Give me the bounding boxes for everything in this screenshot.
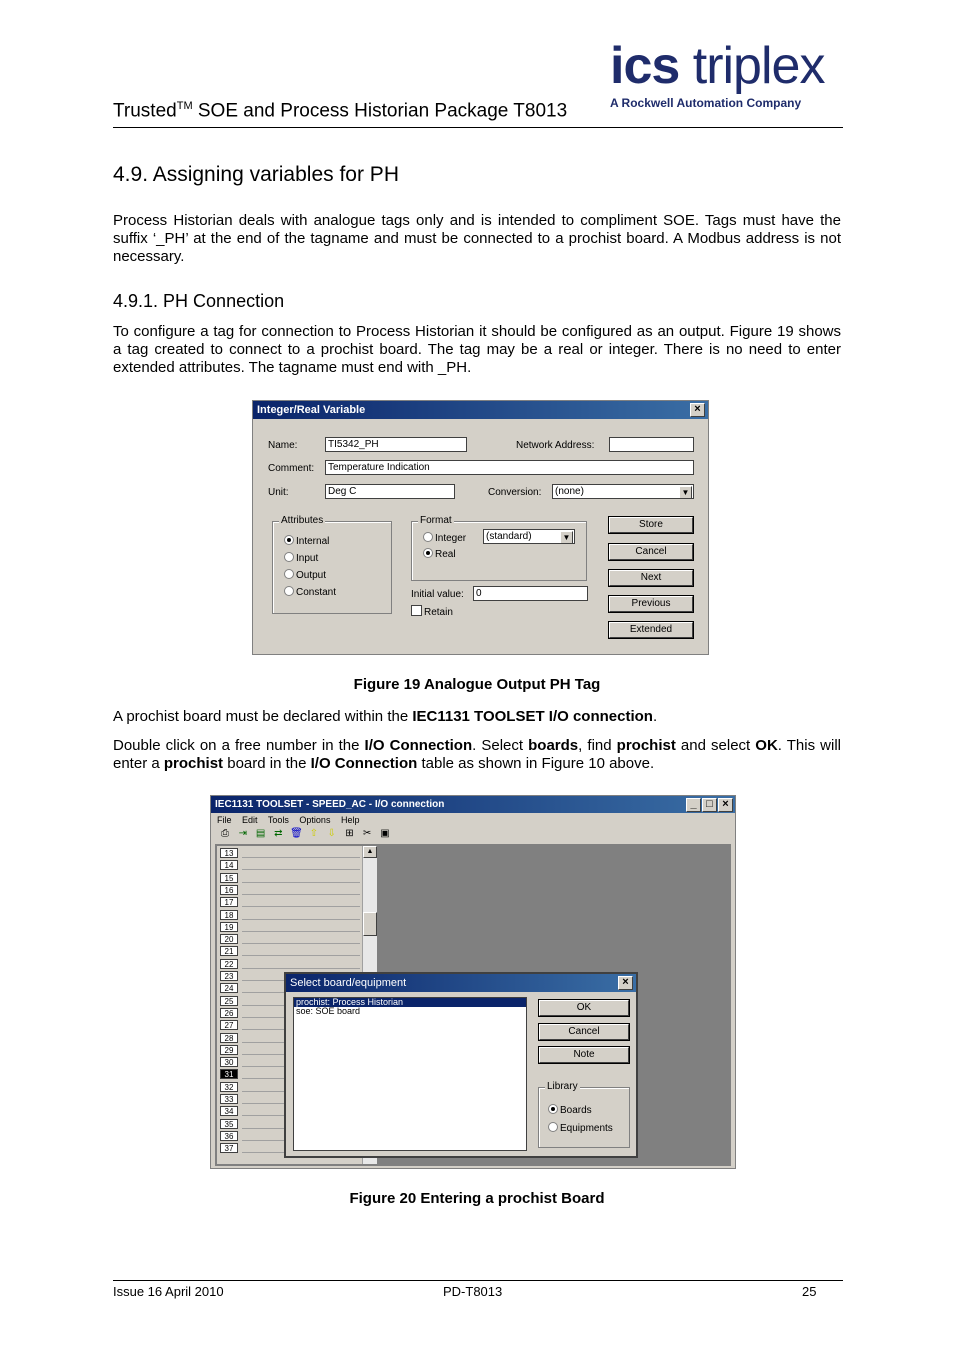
io-slot-number[interactable]: 21 bbox=[220, 946, 238, 956]
extended-button[interactable]: Extended bbox=[609, 622, 693, 638]
dialog-titlebar: Integer/Real Variable × bbox=[253, 401, 708, 419]
io-slot-number[interactable]: 17 bbox=[220, 897, 238, 907]
menu-options[interactable]: Options bbox=[299, 815, 331, 825]
logo-main-bold: ics bbox=[610, 37, 680, 95]
io-slot-number[interactable]: 16 bbox=[220, 885, 238, 895]
io-slot-number[interactable]: 22 bbox=[220, 959, 238, 969]
chevron-down-icon[interactable]: ▼ bbox=[679, 486, 692, 499]
section-heading: 4.9. Assigning variables for PH bbox=[113, 163, 399, 186]
io-slot-row[interactable] bbox=[242, 933, 360, 944]
io-slot-number[interactable]: 15 bbox=[220, 873, 238, 883]
board-list-item[interactable]: soe: SOE board bbox=[296, 1006, 361, 1016]
close-icon[interactable]: × bbox=[690, 403, 705, 417]
io-slot-number[interactable]: 29 bbox=[220, 1045, 238, 1055]
next-button[interactable]: Next bbox=[609, 570, 693, 586]
io-slot-row[interactable] bbox=[242, 945, 360, 956]
initial-value-field[interactable]: 0 bbox=[473, 586, 588, 601]
integer-real-variable-dialog bbox=[252, 400, 709, 655]
ph-connection-paragraph: To configure a tag for connection to Process Historian it should be configured as an output. Figure 19 shows a tag created to connect to a prochist board. The tag may be a real or integer. There is no need to enter extended attributes. The tagname must end with _PH. bbox=[113, 323, 841, 376]
io-slot-number[interactable]: 33 bbox=[220, 1094, 238, 1104]
io-slot-number[interactable]: 35 bbox=[220, 1119, 238, 1129]
conversion-label: Conversion: bbox=[488, 487, 542, 498]
network-address-label: Network Address: bbox=[516, 440, 595, 451]
company-logo bbox=[610, 37, 844, 110]
radio-integer[interactable]: Integer bbox=[423, 532, 466, 545]
network-address-field[interactable] bbox=[609, 437, 694, 452]
initial-value-label: Initial value: bbox=[411, 589, 464, 600]
io-slot-number[interactable]: 28 bbox=[220, 1033, 238, 1043]
cancel-button[interactable]: Cancel bbox=[609, 544, 693, 560]
prochist-declare-paragraph: A prochist board must be declared within the IEC1131 TOOLSET I/O connection. bbox=[113, 708, 658, 725]
io-slot-number[interactable]: 13 bbox=[220, 848, 238, 858]
close-icon[interactable]: × bbox=[618, 976, 633, 990]
name-field[interactable]: TI5342_PH bbox=[325, 437, 467, 452]
format-select[interactable]: (standard) ▼ bbox=[483, 529, 575, 544]
io-slot-row[interactable] bbox=[242, 847, 360, 858]
minimize-icon[interactable]: _ bbox=[686, 798, 701, 812]
logo-main-rest: triplex bbox=[679, 37, 825, 95]
radio-internal[interactable]: Internal bbox=[284, 535, 329, 548]
scroll-up-icon[interactable]: ▲ bbox=[363, 846, 377, 858]
radio-input[interactable]: Input bbox=[284, 552, 318, 565]
io-slot-number[interactable]: 20 bbox=[220, 934, 238, 944]
io-slot-number[interactable]: 23 bbox=[220, 971, 238, 981]
logo-subtitle: A Rockwell Automation Company bbox=[610, 96, 802, 110]
radio-real[interactable]: Real bbox=[423, 548, 456, 561]
store-button[interactable]: Store bbox=[609, 517, 693, 533]
io-slot-number[interactable]: 19 bbox=[220, 922, 238, 932]
cancel-button[interactable]: Cancel bbox=[539, 1024, 629, 1040]
name-label: Name: bbox=[268, 440, 298, 451]
retain-checkbox[interactable]: Retain bbox=[411, 605, 453, 618]
io-slot-row[interactable] bbox=[242, 909, 360, 920]
format-group: Format Integer Real (standard) ▼ bbox=[411, 521, 587, 581]
io-slot-number[interactable]: 30 bbox=[220, 1057, 238, 1067]
footer-page-number: 25 bbox=[802, 1284, 817, 1299]
radio-constant[interactable]: Constant bbox=[284, 586, 336, 599]
figure-20-caption: Figure 20 Entering a prochist Board bbox=[349, 1190, 605, 1207]
board-list-item-selected[interactable]: prochist: Process Historian bbox=[294, 998, 526, 1007]
footer-rule bbox=[113, 1280, 843, 1281]
unit-label: Unit: bbox=[268, 487, 289, 498]
cut-icon[interactable]: ✂ bbox=[363, 828, 372, 839]
unit-field[interactable]: Deg C bbox=[325, 484, 455, 499]
close-icon[interactable]: × bbox=[718, 798, 733, 812]
comment-label: Comment: bbox=[268, 463, 315, 474]
board-list[interactable] bbox=[293, 997, 527, 1151]
intro-paragraph: Process Historian deals with analogue tags only and is intended to compliment SOE. Tags must have the suffix ‘_PH’ at the end of the tagname and must be connected to a prochist board. A Modbus address is not necessary. bbox=[113, 212, 841, 265]
io-slot-row[interactable] bbox=[242, 872, 360, 883]
menu-tools[interactable]: Tools bbox=[267, 815, 289, 825]
attributes-group: Attributes Internal Input Output Constant bbox=[272, 521, 392, 614]
io-slot-number[interactable]: 27 bbox=[220, 1020, 238, 1030]
io-slot-number[interactable]: 24 bbox=[220, 983, 238, 993]
menu-edit[interactable]: Edit bbox=[242, 815, 258, 825]
window-titlebar bbox=[211, 796, 735, 813]
io-slot-row[interactable] bbox=[242, 884, 360, 895]
window-title: IEC1131 TOOLSET - SPEED_AC - I/O connection bbox=[215, 799, 445, 810]
link-icon[interactable]: ⇄ bbox=[274, 828, 283, 839]
select-board-dialog bbox=[284, 972, 638, 1158]
menu-bar bbox=[217, 815, 359, 825]
menu-file[interactable]: File bbox=[217, 815, 232, 825]
arrow-up-icon[interactable]: ⇧ bbox=[309, 828, 319, 839]
arrow-down-icon[interactable]: ⇩ bbox=[327, 828, 336, 839]
io-slot-number[interactable]: 18 bbox=[220, 910, 238, 920]
conversion-select[interactable]: (none) ▼ bbox=[552, 484, 694, 499]
io-slot-number[interactable]: 36 bbox=[220, 1131, 238, 1141]
io-slot-row[interactable] bbox=[242, 859, 360, 870]
io-slot-number[interactable]: 14 bbox=[220, 860, 238, 870]
subsection-heading: 4.9.1. PH Connection bbox=[113, 291, 285, 311]
io-slot-row[interactable] bbox=[242, 958, 360, 969]
note-button[interactable]: Note bbox=[539, 1047, 629, 1063]
footer-issue: Issue 16 April 2010 bbox=[113, 1284, 224, 1299]
menu-help[interactable]: Help bbox=[340, 815, 360, 825]
io-slot-row[interactable] bbox=[242, 921, 360, 932]
toolbar bbox=[219, 828, 394, 842]
connect-icon[interactable]: ⇥ bbox=[238, 828, 247, 839]
io-slot-number[interactable]: 34 bbox=[220, 1106, 238, 1116]
dialog-titlebar: Select board/equipment × bbox=[286, 974, 636, 992]
board-icon[interactable]: ▤ bbox=[255, 828, 266, 839]
double-click-paragraph: Double click on a free number in the I/O Connection. Select boards, find prochist and select OK. This will enter a prochist board in the I/O Connection table as shown in Figure 10 above. bbox=[113, 737, 841, 772]
properties-icon[interactable]: ⊞ bbox=[345, 828, 354, 839]
figure-19-caption: Figure 19 Analogue Output PH Tag bbox=[353, 676, 601, 693]
previous-button[interactable]: Previous bbox=[609, 596, 693, 612]
io-slot-number[interactable]: 31 bbox=[220, 1069, 238, 1079]
comment-field[interactable]: Temperature Indication bbox=[325, 460, 694, 475]
footer-doc-number: PD-T8013 bbox=[443, 1284, 503, 1299]
save-icon[interactable]: ▣ bbox=[380, 828, 390, 839]
radio-equipments[interactable]: Equipments bbox=[548, 1122, 613, 1135]
document-header-title: Trusted™ SOE and Process Historian Package T8013 bbox=[113, 100, 568, 122]
io-slot-row[interactable] bbox=[242, 896, 360, 907]
header-rule bbox=[113, 127, 843, 128]
scroll-thumb[interactable] bbox=[363, 912, 377, 936]
io-slot-number[interactable]: 32 bbox=[220, 1082, 238, 1092]
io-slot-number[interactable]: 37 bbox=[220, 1143, 238, 1153]
ok-button[interactable]: OK bbox=[539, 1000, 629, 1016]
io-slot-number[interactable]: 25 bbox=[220, 996, 238, 1006]
chevron-down-icon[interactable]: ▼ bbox=[560, 531, 573, 544]
delete-icon[interactable]: 🗑 bbox=[290, 828, 303, 839]
print-icon[interactable]: ⎙ bbox=[221, 828, 229, 839]
io-slot-number[interactable]: 26 bbox=[220, 1008, 238, 1018]
radio-output[interactable]: Output bbox=[284, 569, 326, 582]
radio-boards[interactable]: Boards bbox=[548, 1104, 592, 1117]
library-group: Library Boards Equipments bbox=[538, 1087, 630, 1148]
maximize-icon[interactable]: □ bbox=[702, 798, 717, 812]
